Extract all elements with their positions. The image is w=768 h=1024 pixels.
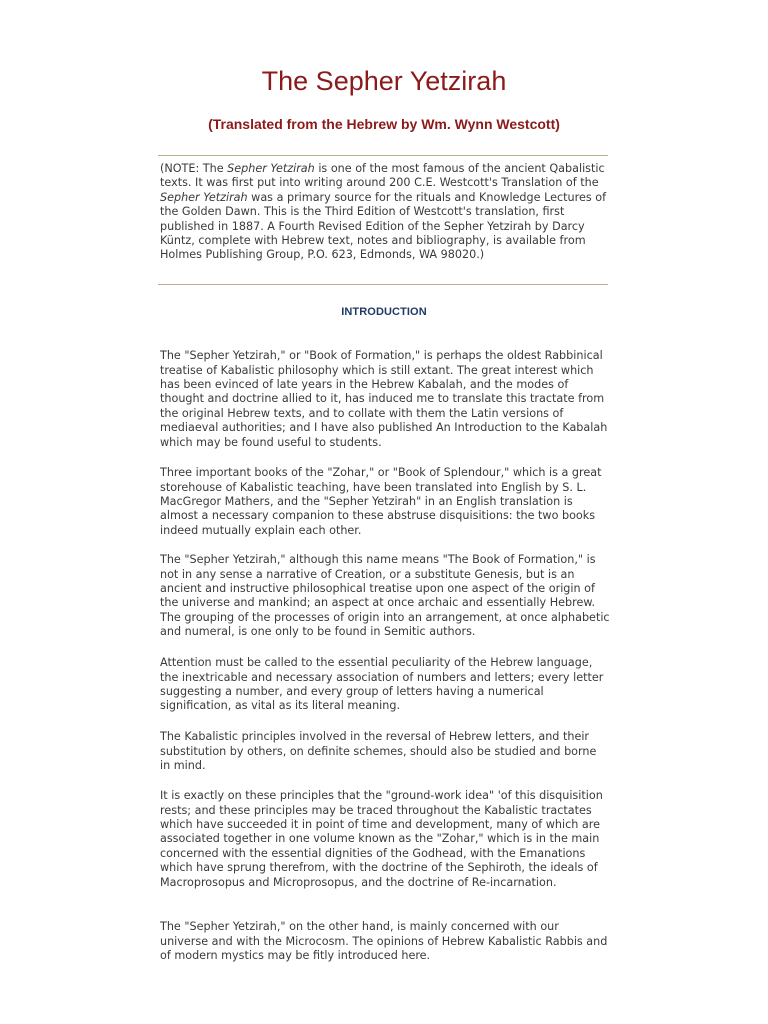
note-italic-title-1: Sepher Yetzirah: [227, 162, 315, 175]
body-paragraph: The "Sepher Yetzirah," on the other hand, is mainly concerned with our universe and with the Microcosm. The opinions of Hebrew Kabalistic Rabbis and of modern mystics may be fitly introduced here.: [160, 920, 608, 962]
page-title: The Sepher Yetzirah: [261, 66, 507, 96]
body-paragraph: Attention must be called to the essential peculiarity of the Hebrew language, the inextricable and necessary association of numbers and letters; every letter suggesting a number, and every group of letters having a numerical signification, as vital as its literal meaning.: [160, 656, 604, 713]
page-subtitle: (Translated from the Hebrew by Wm. Wynn Westcott): [208, 116, 560, 132]
body-paragraph: The "Sepher Yetzirah," although this name means "The Book of Formation," is not in any sense a narrative of Creation, or a substitute Genesis, but is an ancient and instructive philosophical treatise upon one aspect of the origin of the universe and mankind; an aspect at once archaic and essentially Hebrew. The grouping of the processes of origin into an arrangement, at once alphabetic and numeral, is one only to be found in Semitic authors.: [160, 553, 610, 639]
note-bottom-divider: [158, 284, 608, 285]
section-heading-introduction: INTRODUCTION: [341, 306, 427, 318]
body-paragraph: The "Sepher Yetzirah," or "Book of Formation," is perhaps the oldest Rabbinical treatise of Kabalistic philosophy which is still extant. The great interest which has been evinced of late years in the Hebrew Kabalah, and the modes of thought and doctrine allied to it, has induced me to translate this tractate from the original Hebrew texts, and to collate with them the Latin versions of mediaeval authorities; and I have also published An Introduction to the Kabalah which may be found useful to students.: [160, 349, 608, 449]
body-paragraph: The Kabalistic principles involved in the reversal of Hebrew letters, and their substitution by others, on definite schemes, should also be studied and borne in mind.: [160, 730, 597, 772]
note-text-prefix: (NOTE: The: [160, 162, 228, 175]
note-text-suffix: was a primary source for the rituals and Knowledge Lectures of the Golden Dawn. This is the Third Edition of Westcott's translation, first published in 1887. A Fourth Revised Edition of the Sepher Yetzirah by Darcy Küntz, complete with Hebrew text, notes and bibliography, is available from Holmes Publishing Group, P.O. 623, Edmonds, WA 98020.): [160, 190, 607, 262]
note-italic-title-2: Sepher Yetzirah: [160, 190, 248, 204]
editor-note: [160, 162, 608, 263]
body-paragraph: Three important books of the "Zohar," or "Book of Splendour," which is a great storehouse of Kabalistic teaching, have been translated into English by S. L. MacGregor Mathers, and the "Sepher Yetzirah" in an English translation is almost a necessary companion to these abstruse disquisitions: the two books indeed mutually explain each other.: [160, 466, 602, 537]
body-paragraph: It is exactly on these principles that the "ground-work idea" 'of this disquisition rests; and these principles may be traced throughout the Kabalistic tractates which have succeeded it in point of time and development, many of which are associated together in one volume known as the "Zohar," which is in the main concerned with the essential dignities of the Godhead, with the Emanations which have sprung therefrom, with the doctrine of the Sephiroth, the ideals of Macroprosopus and Microprosopus, and the doctrine of Re-incarnation.: [160, 789, 603, 889]
note-top-divider: [158, 155, 608, 156]
note-text-middle: is one of the most famous of the ancient Qabalistic texts. It was first put into writing around 200 C.E. Westcott's Translation of the: [160, 162, 605, 190]
